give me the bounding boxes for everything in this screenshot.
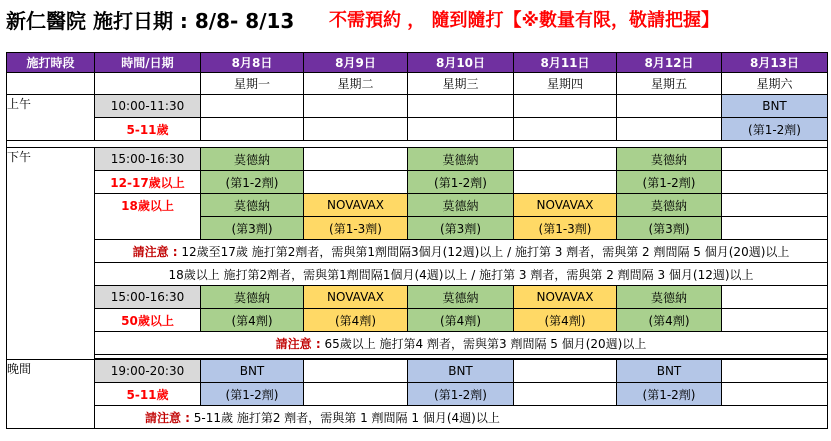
header-period: 施打時段 [7, 53, 95, 73]
empty-cell [408, 118, 514, 141]
notice-text: 65歲以上 施打第4 劑者，需與第3 劑間隔 5 個月(20週)以上 [320, 336, 647, 351]
period-afternoon: 下午 [7, 148, 95, 360]
empty-cell [304, 95, 408, 118]
empty-cell [722, 148, 828, 171]
age-group: 50歲以上 [95, 309, 201, 332]
empty-cell [304, 148, 408, 171]
vaccine-cell: 莫德納 [201, 286, 304, 309]
vaccine-cell: 莫德納 [408, 148, 514, 171]
empty-cell [617, 118, 722, 141]
empty-cell [304, 118, 408, 141]
time-slot: 15:00-16:30 [95, 286, 201, 309]
vaccine-cell: NOVAVAX [514, 286, 617, 309]
vaccine-cell: 莫德納 [408, 286, 514, 309]
dose-cell: (第4劑) [408, 309, 514, 332]
empty-cell [514, 148, 617, 171]
empty-cell [722, 171, 828, 194]
empty-cell [514, 383, 617, 406]
empty-cell [95, 73, 201, 95]
header-date: 8月9日 [304, 53, 408, 73]
age-group: 18歲以上 [95, 194, 201, 240]
dose-cell: (第1-2劑) [617, 383, 722, 406]
dose-cell: (第4劑) [514, 309, 617, 332]
empty-cell [408, 95, 514, 118]
vaccine-cell: 莫德納 [617, 286, 722, 309]
notice-text: 12歲至17歲 施打第2劑者，需與第1劑間隔3個月(12週)以上 / 施打第 3 劑者，需與第 2 劑間隔 5 個月(20週)以上 [177, 244, 790, 259]
time-slot: 10:00-11:30 [95, 95, 201, 118]
notice-row [95, 240, 828, 263]
weekday-label: 星期六 [722, 73, 828, 95]
age-group: 12-17歲以上 [95, 171, 201, 194]
weekday-label: 星期四 [514, 73, 617, 95]
vaccine-cell: 莫德納 [617, 148, 722, 171]
time-slot: 15:00-16:30 [95, 148, 201, 171]
page-title: 新仁醫院 施打日期 : 8/8- 8/13 [6, 9, 295, 33]
time-slot: 19:00-20:30 [95, 360, 201, 383]
dose-cell: (第4劑) [201, 309, 304, 332]
dose-cell: (第3劑) [617, 217, 722, 240]
empty-cell [7, 73, 95, 95]
period-evening: 晚間 [7, 360, 95, 429]
weekday-label: 星期三 [408, 73, 514, 95]
dose-cell: (第1-2劑) [408, 383, 514, 406]
vaccine-cell: NOVAVAX [304, 286, 408, 309]
vaccine-cell: BNT [408, 360, 514, 383]
vaccine-cell: BNT [617, 360, 722, 383]
dose-cell: (第1-3劑) [514, 217, 617, 240]
notice-row [95, 406, 828, 429]
empty-cell [304, 383, 408, 406]
notice-label: 請注意 : [132, 244, 178, 259]
dose-cell: (第4劑) [617, 309, 722, 332]
empty-cell [201, 118, 304, 141]
empty-cell [722, 309, 828, 332]
vaccine-cell: BNT [201, 360, 304, 383]
weekday-label: 星期一 [201, 73, 304, 95]
dose-cell: (第3劑) [408, 217, 514, 240]
walk-in-notice: 不需預約 ， 隨到隨打【※數量有限，敬請把握】 [329, 10, 720, 31]
empty-cell [722, 194, 828, 217]
notice-text: 18歲以上 施打第2劑者，需與第1劑間隔1個月(4週)以上 / 施打第 3 劑者，需與第 2 劑間隔 3 個月(12週)以上 [95, 263, 828, 286]
dose-cell: (第4劑) [304, 309, 408, 332]
weekday-label: 星期二 [304, 73, 408, 95]
empty-cell [514, 118, 617, 141]
vaccine-cell: NOVAVAX [304, 194, 408, 217]
empty-cell [304, 171, 408, 194]
empty-cell [617, 95, 722, 118]
dose-cell: (第1-2劑) [408, 171, 514, 194]
header-date: 8月13日 [722, 53, 828, 73]
empty-cell [722, 383, 828, 406]
header-date: 8月10日 [408, 53, 514, 73]
notice-label: 請注意 : [275, 336, 321, 351]
empty-cell [514, 171, 617, 194]
vaccine-cell: BNT [722, 95, 828, 118]
dose-cell: (第1-2劑) [201, 171, 304, 194]
empty-cell [722, 217, 828, 240]
age-group: 5-11歲 [95, 118, 201, 141]
header-date: 8月12日 [617, 53, 722, 73]
empty-cell [722, 360, 828, 383]
header-date: 8月11日 [514, 53, 617, 73]
vaccine-cell: 莫德納 [617, 194, 722, 217]
vaccine-cell: NOVAVAX [514, 194, 617, 217]
header-date: 8月8日 [201, 53, 304, 73]
notice-label: 請注意 : [145, 410, 190, 425]
vaccine-cell: 莫德納 [408, 194, 514, 217]
empty-cell [201, 95, 304, 118]
period-morning: 上午 [7, 95, 95, 141]
empty-cell [722, 286, 828, 309]
vaccination-schedule-table [6, 52, 828, 429]
dose-cell: (第1-3劑) [304, 217, 408, 240]
dose-cell: (第1-2劑) [722, 118, 828, 141]
notice-row [95, 332, 828, 355]
vaccine-cell: 莫德納 [201, 194, 304, 217]
vaccine-cell: 莫德納 [201, 148, 304, 171]
age-group: 5-11歲 [95, 383, 201, 406]
dose-cell: (第1-2劑) [617, 171, 722, 194]
empty-cell [304, 360, 408, 383]
section-separator [7, 141, 828, 148]
empty-cell [514, 95, 617, 118]
dose-cell: (第3劑) [201, 217, 304, 240]
weekday-label: 星期五 [617, 73, 722, 95]
dose-cell: (第1-2劑) [201, 383, 304, 406]
empty-cell [514, 360, 617, 383]
notice-text: 5-11歲 施打第2 劑者，需與第 1 劑間隔 1 個月(4週)以上 [189, 410, 500, 425]
header-time-date: 時間/日期 [95, 53, 201, 73]
